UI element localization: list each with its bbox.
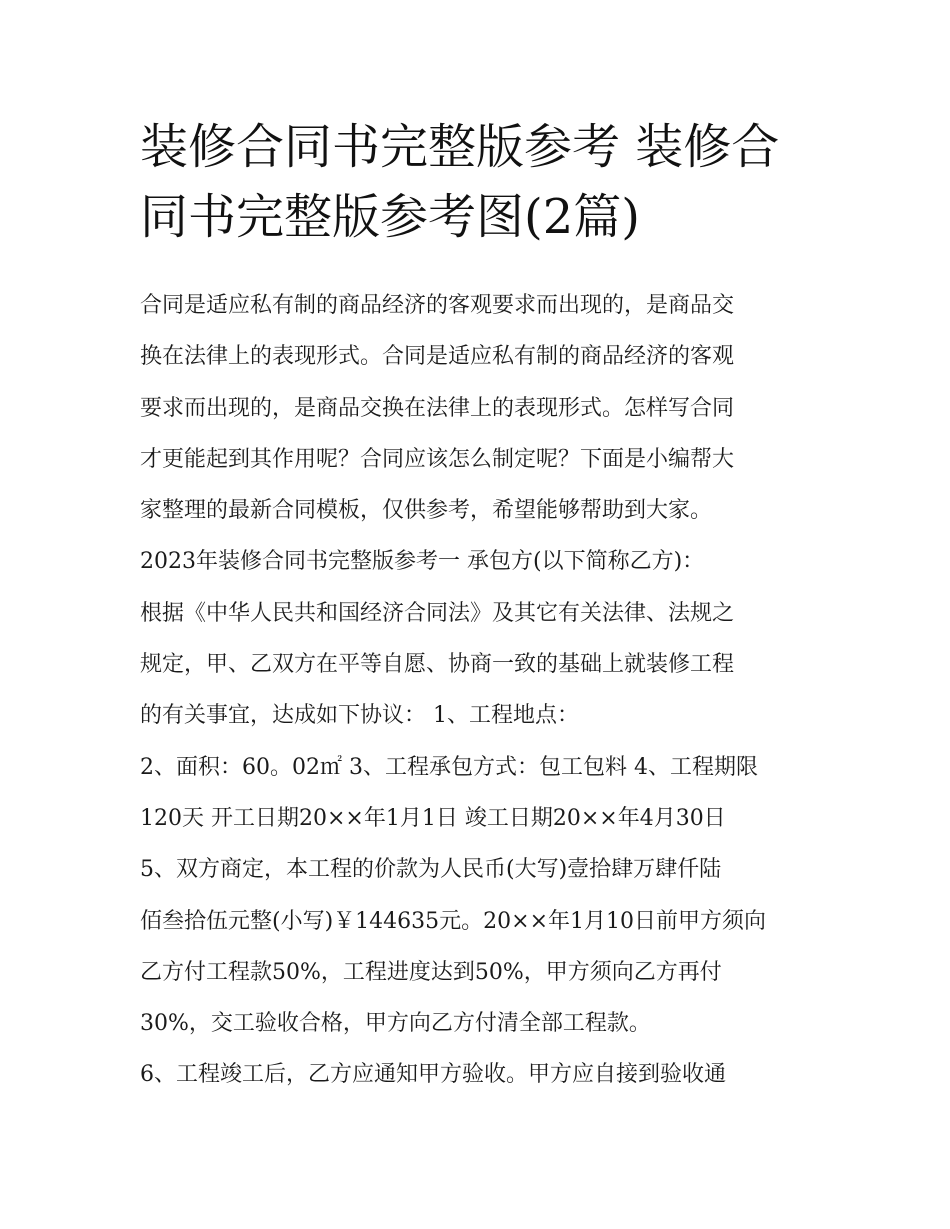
title-line: 同书完整版参考图(2篇) [140,189,640,245]
body-line: 6、工程竣工后，乙方应通知甲方验收。甲方应自接到验收通 [140,1062,726,1088]
body-line: 根据《中华人民共和国经济合同法》及其它有关法律、法规之 [140,600,735,626]
body-line: 才更能起到其作用呢？合同应该怎么制定呢？下面是小编帮大 [140,446,735,472]
body-line: 乙方付工程款50%，工程进度达到50%，甲方须向乙方再付 [140,959,722,985]
body-line: 佰叁拾伍元整(小写)￥144635元。20××年1月10日前甲方须向 [140,908,767,934]
document-body [140,280,820,1101]
body-line: 要求而出现的，是商品交换在法律上的表现形式。怎样写合同 [140,395,735,421]
body-line: 120天 开工日期20××年1月1日 竣工日期20××年4月30日 [140,805,726,831]
body-line: 2023年装修合同书完整版参考一 承包方(以下简称乙方)： [140,549,705,575]
body-line: 合同是适应私有制的商品经济的客观要求而出现的，是商品交 [140,293,735,318]
body-line: 家整理的最新合同模板，仅供参考，希望能够帮助到大家。 [140,498,713,524]
body-line: 2、面积：60。02㎡ 3、工程承包方式：包工包料 4、工程期限 [140,754,758,780]
body-line: 30%，交工验收合格，甲方向乙方付清全部工程款。 [140,1011,651,1037]
body-line: 换在法律上的表现形式。合同是适应私有制的商品经济的客观 [140,344,735,370]
body-line: 5、双方商定，本工程的价款为人民币(大写)壹拾肆万肆仟陆 [140,857,722,883]
document-title [140,112,820,252]
body-line: 规定，甲、乙双方在平等自愿、协商一致的基础上就装修工程 [140,652,735,678]
title-line: 装修合同书完整版参考 装修合 [140,119,780,175]
body-line: 的有关事宜，达成如下协议： 1、工程地点： [140,703,579,729]
